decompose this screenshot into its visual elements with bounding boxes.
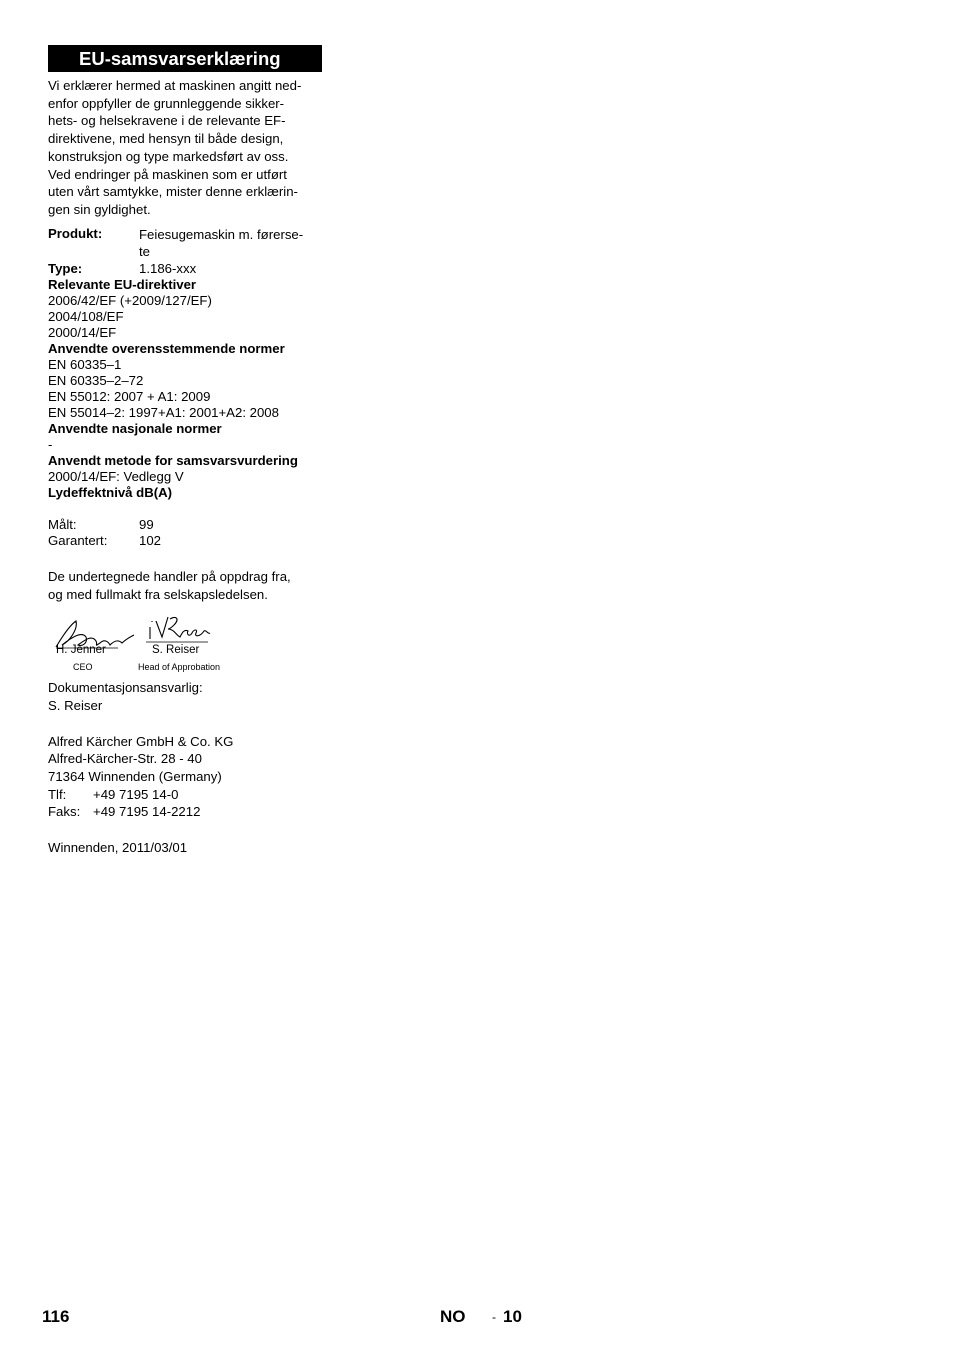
type-label: Type: xyxy=(48,261,83,277)
sound-heading: Lydeffektnivå dB(A) xyxy=(48,485,173,501)
page-title: EU-samsvarserklæring xyxy=(48,45,322,72)
phone-label: Tlf: xyxy=(48,786,67,802)
signature-name: S. Reiser xyxy=(152,644,200,657)
national-value: - xyxy=(48,437,53,453)
harmonized-item: EN 55012: 2007 + A1: 2009 xyxy=(48,389,211,405)
product-value xyxy=(139,226,322,261)
directives-heading: Relevante EU-direktiver xyxy=(48,277,197,293)
intro-line: uten vårt samtykke, mister denne erklærin- xyxy=(48,184,298,200)
national-heading: Anvendte nasjonale normer xyxy=(48,421,222,437)
directive-item: 2004/108/EF xyxy=(48,309,124,325)
intro-line: enfor oppfyller de grunnleggende sikker- xyxy=(48,95,285,111)
type-row xyxy=(48,261,322,277)
fax-label: Faks: xyxy=(48,804,81,820)
directive-item: 2000/14/EF xyxy=(48,325,117,341)
method-heading: Anvendt metode for samsvarsvurdering xyxy=(48,453,298,469)
signature-reiser xyxy=(150,617,210,639)
declaration-column xyxy=(48,45,322,856)
company-city: 71364 Winnenden (Germany) xyxy=(48,768,222,784)
intro-line: Ved endringer på maskinen som er utført xyxy=(48,166,287,182)
method-value: 2000/14/EF: Vedlegg V xyxy=(48,469,184,485)
page-number: 116 xyxy=(42,1307,70,1326)
documentation-label: Dokumentasjonsansvarlig: xyxy=(48,680,203,696)
intro-line: hets- og helsekravene i de relevante EF- xyxy=(48,113,286,129)
sound-measured-label: Målt: xyxy=(48,517,77,533)
product-row xyxy=(48,226,322,261)
harmonized-heading: Anvendte overensstemmende normer xyxy=(48,341,285,357)
documentation-block xyxy=(48,679,322,714)
company-street: Alfred-Kärcher-Str. 28 - 40 xyxy=(48,751,202,767)
company-name: Alfred Kärcher GmbH & Co. KG xyxy=(48,733,234,749)
product-value-line: te xyxy=(139,244,150,260)
product-label: Produkt: xyxy=(48,225,103,241)
harmonized-item: EN 60335–1 xyxy=(48,357,122,373)
intro-line: gen sin gyldighet. xyxy=(48,201,151,217)
sound-measured-value: 99 xyxy=(139,517,154,533)
signature-name: H. Jenner xyxy=(56,644,106,657)
sound-guaranteed-value: 102 xyxy=(139,533,162,549)
signature-block xyxy=(48,607,322,677)
signatory-line: De undertegnede handler på oppdrag fra, xyxy=(48,569,291,585)
type-value: 1.186-xxx xyxy=(139,261,197,277)
signatory-statement xyxy=(48,568,322,603)
intro-line: direktivene, med hensyn til både design, xyxy=(48,131,284,147)
product-value-line: Feiesugemaskin m. førerse- xyxy=(139,226,304,242)
phone-value: +49 7195 14-0 xyxy=(93,786,179,802)
sound-guaranteed-row xyxy=(48,533,322,549)
documentation-name: S. Reiser xyxy=(48,698,103,714)
directive-item: 2006/42/EF (+2009/127/EF) xyxy=(48,293,212,309)
footer-dash: - xyxy=(492,1310,496,1324)
sound-measured-row xyxy=(48,517,322,533)
language-code: NO xyxy=(440,1307,466,1326)
intro-line: Vi erklærer hermed at maskinen angitt ned- xyxy=(48,78,302,93)
harmonized-item: EN 55014–2: 1997+A1: 2001+A2: 2008 xyxy=(48,405,279,421)
spacer xyxy=(48,501,322,517)
place-date: Winnenden, 2011/03/01 xyxy=(48,839,188,855)
phone-row xyxy=(48,786,322,804)
signatory-line: og med fullmakt fra selskapsledelsen. xyxy=(48,586,268,602)
signature-role: CEO xyxy=(73,662,93,673)
section-page-number: 10 xyxy=(503,1307,522,1326)
intro-paragraph xyxy=(48,77,322,219)
fax-value: +49 7195 14-2212 xyxy=(93,804,201,820)
signature-role: Head of Approbation xyxy=(138,662,221,673)
fax-row xyxy=(48,803,322,821)
company-address xyxy=(48,733,322,822)
harmonized-item: EN 60335–2–72 xyxy=(48,373,144,389)
sound-guaranteed-label: Garantert: xyxy=(48,533,108,549)
intro-line: konstruksjon og type markedsført av oss. xyxy=(48,148,289,164)
product-details xyxy=(48,226,322,549)
